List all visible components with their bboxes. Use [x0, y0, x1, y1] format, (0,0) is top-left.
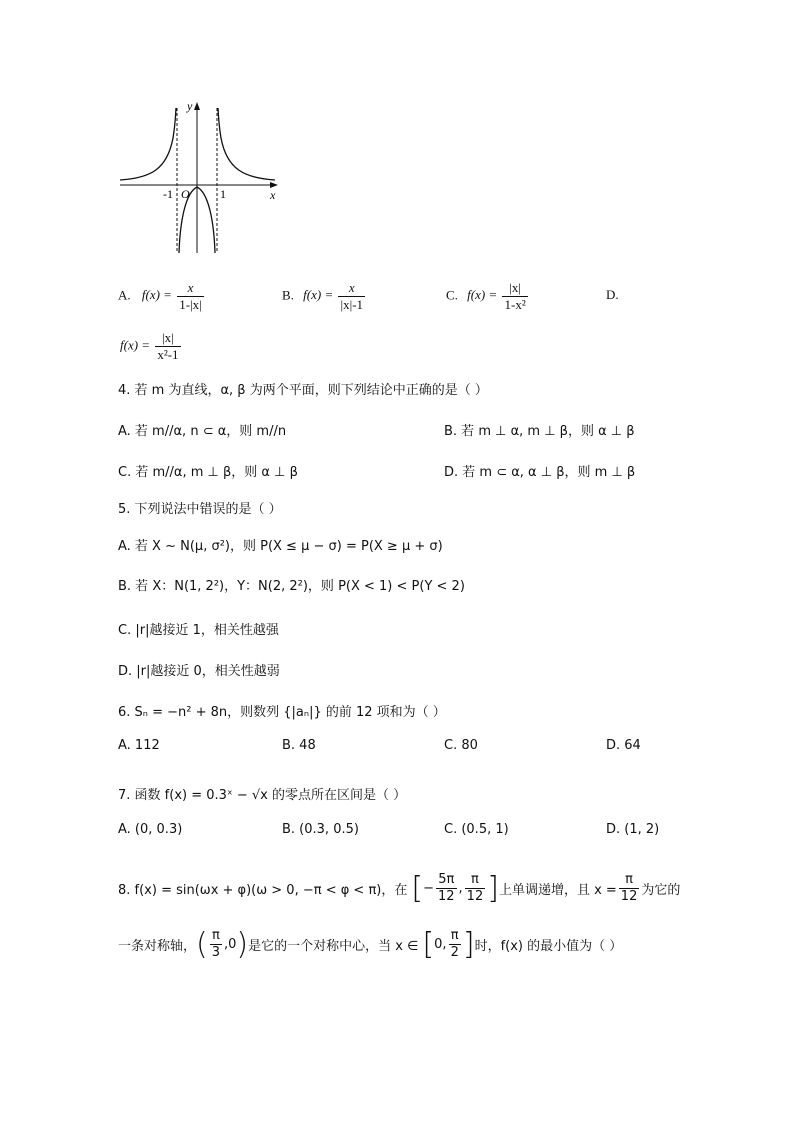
q4-option-b: B. 若 m ⊥ α, m ⊥ β，则 α ⊥ β	[444, 424, 635, 439]
q4-option-c: C. 若 m//α, m ⊥ β，则 α ⊥ β	[118, 465, 298, 480]
q4-option-a: A. 若 m//α, n ⊂ α，则 m//n	[118, 424, 287, 439]
q5-option-d: D. |r|越接近 0，相关性越弱	[118, 664, 280, 679]
x-axis-label: x	[270, 188, 276, 202]
tick-1: 1	[220, 187, 226, 201]
q3-option-c: C. f(x) = $\frac{|x|}{\text{1-x²}}$	[446, 280, 526, 312]
q4-stem: 4. 若 m 为直线，α, β 为两个平面，则下列结论中正确的是（ ）	[118, 383, 488, 398]
q5-option-c: C. |r|越接近 1，相关性越强	[118, 623, 279, 638]
q4-option-d: D. 若 m ⊂ α, α ⊥ β，则 m ⊥ β	[444, 465, 636, 480]
q3-option-d-label: D.	[606, 287, 619, 302]
q5-option-a: A. 若 X ~ N(μ, σ²)，则 P(X ≤ μ − σ) = P(X ≥ μ + σ)	[118, 539, 443, 554]
q6-option-a: A. 112	[118, 738, 160, 753]
q6-option-c: C. 80	[444, 738, 478, 753]
q5-stem: 5. 下列说法中错误的是（ ）	[118, 502, 282, 517]
q7-option-b: B. (0.3, 0.5)	[282, 822, 359, 837]
q6-option-d: D. 64	[606, 738, 641, 753]
q6-option-b: B. 48	[282, 738, 316, 753]
q3-option-b: B. f(x) = $\frac{x}{|x|-1}$	[282, 280, 364, 312]
q7-stem: 7. 函数 f(x) = 0.3ˣ − √x 的零点所在区间是（ ）	[118, 788, 407, 803]
y-axis-label: y	[187, 99, 193, 113]
q3-option-a: A. f(x) = $\frac{x}{1-|x|}$	[118, 280, 202, 312]
q3-option-d: f(x) = $\frac{|x|}{\text{x²-1}}$	[120, 330, 179, 362]
q6-stem: 6. Sₙ = −n² + 8n，则数列 {|aₙ|} 的前 12 项和为（ ）	[118, 705, 446, 720]
q8-line-2: 一条对称轴， ( $\frac{\pi}{3}$ ,0 ) 是它的一个对称中心，当 x ∈ [ 0, $\frac{\pi}{2}$ ] 时，f(x) 的最小值为（ ）	[118, 926, 623, 962]
q7-option-c: C. (0.5, 1)	[444, 822, 509, 837]
tick-neg1: -1	[163, 187, 173, 201]
origin-label: O	[181, 187, 190, 201]
function-graph	[115, 98, 285, 258]
q5-option-b: B. 若 X：N(1, 2²)，Y：N(2, 2²)，则 P(X < 1) < P(Y < 2)	[118, 579, 465, 594]
q7-option-a: A. (0, 0.3)	[118, 822, 183, 837]
q8-line-1: 8. f(x) = sin(ωx + φ)(ω > 0, −π < φ < π)，在 [ − $\frac{5\pi}{12}$ , $\frac{\pi}{12}$ ] 上单调递增，且 x = $\frac{\pi}{12}$ 为它的	[118, 870, 681, 906]
q7-option-d: D. (1, 2)	[606, 822, 660, 837]
